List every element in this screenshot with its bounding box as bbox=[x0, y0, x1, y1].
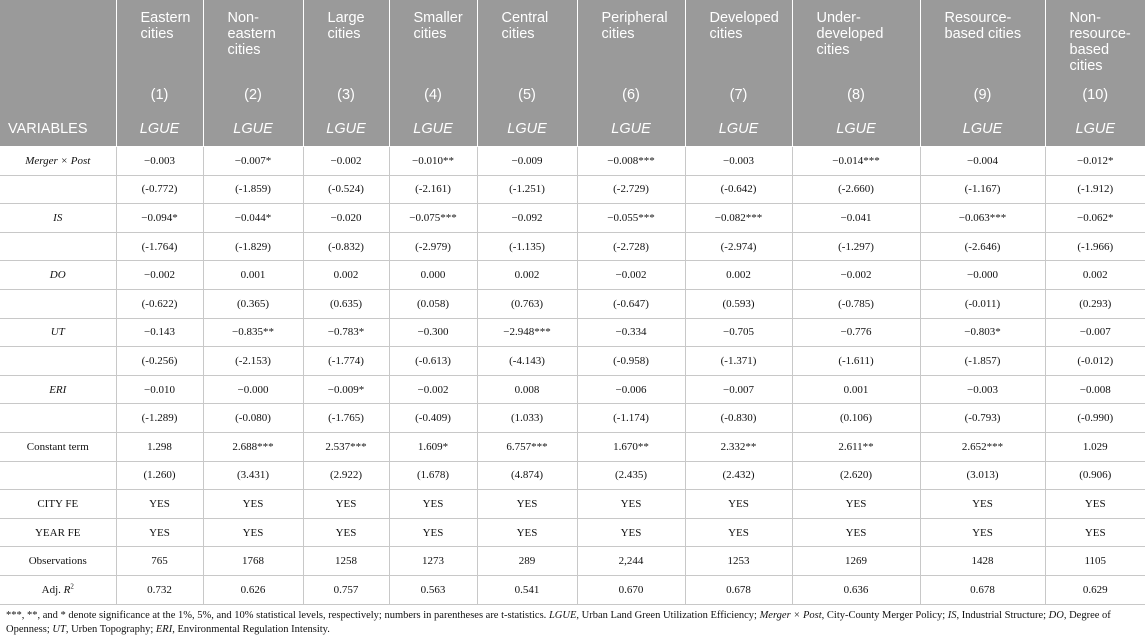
col-header: Large cities bbox=[303, 0, 389, 77]
table-cell: −0.092 bbox=[477, 204, 577, 233]
col-number: (3) bbox=[303, 77, 389, 112]
table-cell: (-0.642) bbox=[685, 175, 792, 204]
table-row bbox=[0, 232, 1145, 261]
corner-cell bbox=[0, 77, 116, 112]
footnote-definition: , Urben Topography; bbox=[65, 623, 154, 635]
header-numbers-row bbox=[0, 77, 1145, 112]
table-row bbox=[0, 461, 1145, 490]
table-cell: YES bbox=[477, 518, 577, 547]
table-cell: −0.041 bbox=[792, 204, 920, 233]
table-cell: 0.636 bbox=[792, 575, 920, 604]
col-header: Non-resource-based cities bbox=[1045, 0, 1145, 77]
table-cell: 0.541 bbox=[477, 575, 577, 604]
table-row bbox=[0, 375, 1145, 404]
table-cell: −0.055*** bbox=[577, 204, 685, 233]
row-label: UT bbox=[0, 318, 116, 347]
table-cell: (-2.153) bbox=[203, 347, 303, 376]
table-cell: (-2.161) bbox=[389, 175, 477, 204]
footnote-term: LGUE bbox=[548, 609, 577, 621]
table-cell: (-0.793) bbox=[920, 404, 1045, 433]
table-row bbox=[0, 575, 1145, 604]
table-cell: 0.002 bbox=[1045, 261, 1145, 290]
table-cell: YES bbox=[303, 490, 389, 519]
row-label bbox=[0, 404, 116, 433]
table-cell: (-2.660) bbox=[792, 175, 920, 204]
dependent-variable: LGUE bbox=[577, 112, 685, 147]
table-cell: (-2.729) bbox=[577, 175, 685, 204]
footnote-definition: , Urban Land Green Utilization Efficiency; bbox=[576, 609, 757, 621]
table-cell: YES bbox=[685, 518, 792, 547]
table-cell: (0.635) bbox=[303, 289, 389, 318]
col-number: (8) bbox=[792, 77, 920, 112]
footnote-term: UT bbox=[52, 623, 66, 635]
table-cell: 1.298 bbox=[116, 432, 203, 461]
table-cell: (-1.774) bbox=[303, 347, 389, 376]
table-cell: 0.732 bbox=[116, 575, 203, 604]
table-cell: −0.008 bbox=[1045, 375, 1145, 404]
table-cell: −0.705 bbox=[685, 318, 792, 347]
table-row bbox=[0, 432, 1145, 461]
row-label: ERI bbox=[0, 375, 116, 404]
col-number: (6) bbox=[577, 77, 685, 112]
table-cell: (-0.830) bbox=[685, 404, 792, 433]
col-number: (4) bbox=[389, 77, 477, 112]
table-row bbox=[0, 404, 1145, 433]
table-cell: (-2.728) bbox=[577, 232, 685, 261]
dependent-variable: LGUE bbox=[1045, 112, 1145, 147]
table-header bbox=[0, 0, 1145, 147]
table-cell: (0.906) bbox=[1045, 461, 1145, 490]
table-cell: (0.106) bbox=[792, 404, 920, 433]
table-cell: (1.678) bbox=[389, 461, 477, 490]
table-cell: −0.006 bbox=[577, 375, 685, 404]
table-cell: YES bbox=[389, 518, 477, 547]
table-cell: −0.008*** bbox=[577, 147, 685, 176]
table-cell: (-1.174) bbox=[577, 404, 685, 433]
table-cell: −0.009 bbox=[477, 147, 577, 176]
table-cell: 289 bbox=[477, 547, 577, 576]
table-cell: (-0.772) bbox=[116, 175, 203, 204]
table-cell: YES bbox=[577, 518, 685, 547]
table-cell: (0.058) bbox=[389, 289, 477, 318]
table-cell: YES bbox=[685, 490, 792, 519]
table-cell: −0.020 bbox=[303, 204, 389, 233]
footnote-term: ERI bbox=[155, 623, 173, 635]
dependent-variable: LGUE bbox=[477, 112, 577, 147]
table-cell: (-1.251) bbox=[477, 175, 577, 204]
table-cell: (-1.167) bbox=[920, 175, 1045, 204]
table-cell: YES bbox=[116, 518, 203, 547]
table-row bbox=[0, 318, 1145, 347]
table-cell: YES bbox=[1045, 518, 1145, 547]
table-cell: (-0.958) bbox=[577, 347, 685, 376]
table-cell: (-0.832) bbox=[303, 232, 389, 261]
col-number: (7) bbox=[685, 77, 792, 112]
row-label: Merger × Post bbox=[0, 147, 116, 176]
table-cell: (-1.966) bbox=[1045, 232, 1145, 261]
row-label bbox=[0, 461, 116, 490]
dependent-variable: LGUE bbox=[792, 112, 920, 147]
table-footnote bbox=[0, 605, 1145, 637]
row-label: IS bbox=[0, 204, 116, 233]
table-cell: −0.783* bbox=[303, 318, 389, 347]
col-header: Non-eastern cities bbox=[203, 0, 303, 77]
table-cell: YES bbox=[920, 518, 1045, 547]
col-header: Developed cities bbox=[685, 0, 792, 77]
table-cell: 2.537*** bbox=[303, 432, 389, 461]
table-row bbox=[0, 175, 1145, 204]
table-cell: 1258 bbox=[303, 547, 389, 576]
table-cell: −0.082*** bbox=[685, 204, 792, 233]
table-cell: 0.001 bbox=[203, 261, 303, 290]
table-cell: 0.678 bbox=[920, 575, 1045, 604]
table-cell: (4.874) bbox=[477, 461, 577, 490]
table-cell: 765 bbox=[116, 547, 203, 576]
footnote-significance: ***, **, and * denote significance at the 1%, 5%, and 10% statistical levels, respectively; numbers in parentheses are t-statistics. bbox=[6, 609, 547, 621]
table-row bbox=[0, 204, 1145, 233]
table-cell: −0.002 bbox=[577, 261, 685, 290]
table-row bbox=[0, 347, 1145, 376]
table-cell: 1105 bbox=[1045, 547, 1145, 576]
table-cell: (1.260) bbox=[116, 461, 203, 490]
row-label: CITY FE bbox=[0, 490, 116, 519]
table-cell: −0.835** bbox=[203, 318, 303, 347]
table-cell: −0.803* bbox=[920, 318, 1045, 347]
table-cell: −0.044* bbox=[203, 204, 303, 233]
table-cell: 0.670 bbox=[577, 575, 685, 604]
table-cell: 1269 bbox=[792, 547, 920, 576]
dependent-variable: LGUE bbox=[303, 112, 389, 147]
table-cell: (-0.647) bbox=[577, 289, 685, 318]
table-cell: (-0.011) bbox=[920, 289, 1045, 318]
table-body bbox=[0, 147, 1145, 605]
table-cell: (-0.256) bbox=[116, 347, 203, 376]
table-row bbox=[0, 518, 1145, 547]
row-label: Adj. $R^2$ bbox=[0, 575, 116, 604]
table-cell: −0.010 bbox=[116, 375, 203, 404]
footnote-definition: , Environmental Regulation Intensity. bbox=[172, 623, 330, 635]
table-cell: (-0.785) bbox=[792, 289, 920, 318]
table-cell: (-0.012) bbox=[1045, 347, 1145, 376]
table-cell: −0.003 bbox=[116, 147, 203, 176]
footnote-definition: , Industrial Structure; bbox=[956, 609, 1047, 621]
table-cell: (-0.990) bbox=[1045, 404, 1145, 433]
table-cell: −0.010** bbox=[389, 147, 477, 176]
table-cell: 0.001 bbox=[792, 375, 920, 404]
table-cell: −0.776 bbox=[792, 318, 920, 347]
table-cell: (0.763) bbox=[477, 289, 577, 318]
table-cell: (-1.764) bbox=[116, 232, 203, 261]
table-cell: −0.075*** bbox=[389, 204, 477, 233]
table-cell: (-0.409) bbox=[389, 404, 477, 433]
table-cell: (-1.135) bbox=[477, 232, 577, 261]
col-number: (2) bbox=[203, 77, 303, 112]
table-cell: YES bbox=[792, 490, 920, 519]
col-number: (10) bbox=[1045, 77, 1145, 112]
header-variables-row bbox=[0, 112, 1145, 147]
table-cell: 1.029 bbox=[1045, 432, 1145, 461]
table-cell: −0.002 bbox=[389, 375, 477, 404]
table-cell: 1273 bbox=[389, 547, 477, 576]
table-cell: −0.002 bbox=[792, 261, 920, 290]
table-cell: −0.003 bbox=[920, 375, 1045, 404]
table-cell: −0.334 bbox=[577, 318, 685, 347]
table-row bbox=[0, 547, 1145, 576]
table-row bbox=[0, 147, 1145, 176]
row-label bbox=[0, 232, 116, 261]
table-cell: −2.948*** bbox=[477, 318, 577, 347]
table-cell: 1.670** bbox=[577, 432, 685, 461]
row-label: YEAR FE bbox=[0, 518, 116, 547]
table-cell: 2,244 bbox=[577, 547, 685, 576]
table-cell: (-1.912) bbox=[1045, 175, 1145, 204]
table-cell: 0.000 bbox=[389, 261, 477, 290]
table-cell: −0.012* bbox=[1045, 147, 1145, 176]
table-cell: (0.365) bbox=[203, 289, 303, 318]
table-cell: (-1.289) bbox=[116, 404, 203, 433]
table-cell: −0.007* bbox=[203, 147, 303, 176]
table-cell: (3.013) bbox=[920, 461, 1045, 490]
table-cell: 1428 bbox=[920, 547, 1045, 576]
table-cell: −0.000 bbox=[203, 375, 303, 404]
table-cell: 0.008 bbox=[477, 375, 577, 404]
table-cell: 6.757*** bbox=[477, 432, 577, 461]
row-label: DO bbox=[0, 261, 116, 290]
table-cell: (-2.646) bbox=[920, 232, 1045, 261]
col-header: Resource-based cities bbox=[920, 0, 1045, 77]
table-cell: (-1.859) bbox=[203, 175, 303, 204]
table-cell: (2.922) bbox=[303, 461, 389, 490]
col-header: Central cities bbox=[477, 0, 577, 77]
table-cell: (1.033) bbox=[477, 404, 577, 433]
table-cell: −0.094* bbox=[116, 204, 203, 233]
table-cell: (0.293) bbox=[1045, 289, 1145, 318]
header-names-row bbox=[0, 0, 1145, 77]
table-row bbox=[0, 490, 1145, 519]
row-label: Constant term bbox=[0, 432, 116, 461]
dependent-variable: LGUE bbox=[685, 112, 792, 147]
dependent-variable: LGUE bbox=[116, 112, 203, 147]
table-cell: 2.611** bbox=[792, 432, 920, 461]
table-cell: −0.014*** bbox=[792, 147, 920, 176]
table-cell: (-2.979) bbox=[389, 232, 477, 261]
table-cell: YES bbox=[477, 490, 577, 519]
table-cell: 0.002 bbox=[685, 261, 792, 290]
table-cell: (-0.524) bbox=[303, 175, 389, 204]
table-cell: (-0.080) bbox=[203, 404, 303, 433]
col-number: (5) bbox=[477, 77, 577, 112]
footnote-term: DO bbox=[1048, 609, 1064, 621]
table-cell: −0.003 bbox=[685, 147, 792, 176]
table-cell: (-0.613) bbox=[389, 347, 477, 376]
variables-label: VARIABLES bbox=[0, 112, 116, 147]
table-cell: (-2.974) bbox=[685, 232, 792, 261]
table-cell: 2.332** bbox=[685, 432, 792, 461]
table-cell: (-1.857) bbox=[920, 347, 1045, 376]
dependent-variable: LGUE bbox=[203, 112, 303, 147]
table-cell: YES bbox=[577, 490, 685, 519]
footnote-term: IS bbox=[947, 609, 957, 621]
footnote-definition: , Degree of Openness; bbox=[6, 609, 1111, 635]
dependent-variable: LGUE bbox=[389, 112, 477, 147]
table-cell: −0.007 bbox=[685, 375, 792, 404]
table-cell: YES bbox=[920, 490, 1045, 519]
table-cell: −0.002 bbox=[303, 147, 389, 176]
table-cell: YES bbox=[116, 490, 203, 519]
col-number: (9) bbox=[920, 77, 1045, 112]
table-cell: YES bbox=[389, 490, 477, 519]
table-cell: −0.063*** bbox=[920, 204, 1045, 233]
table-cell: 0.002 bbox=[477, 261, 577, 290]
table-cell: YES bbox=[303, 518, 389, 547]
corner-cell bbox=[0, 0, 116, 77]
table-cell: 0.757 bbox=[303, 575, 389, 604]
table-cell: (2.432) bbox=[685, 461, 792, 490]
col-header: Eastern cities bbox=[116, 0, 203, 77]
dependent-variable: LGUE bbox=[920, 112, 1045, 147]
table-cell: −0.002 bbox=[116, 261, 203, 290]
table-cell: −0.000 bbox=[920, 261, 1045, 290]
table-cell: 2.688*** bbox=[203, 432, 303, 461]
table-cell: 0.002 bbox=[303, 261, 389, 290]
table-cell: 0.626 bbox=[203, 575, 303, 604]
table-cell: (2.435) bbox=[577, 461, 685, 490]
col-header: Under-developed cities bbox=[792, 0, 920, 77]
col-header: Peripheral cities bbox=[577, 0, 685, 77]
table-cell: (0.593) bbox=[685, 289, 792, 318]
table-cell: 0.678 bbox=[685, 575, 792, 604]
col-number: (1) bbox=[116, 77, 203, 112]
table-cell: 1.609* bbox=[389, 432, 477, 461]
table-cell: −0.143 bbox=[116, 318, 203, 347]
table-cell: 1253 bbox=[685, 547, 792, 576]
table-cell: −0.004 bbox=[920, 147, 1045, 176]
table-row bbox=[0, 289, 1145, 318]
row-label bbox=[0, 289, 116, 318]
table-cell: −0.300 bbox=[389, 318, 477, 347]
table-cell: 0.563 bbox=[389, 575, 477, 604]
table-cell: −0.007 bbox=[1045, 318, 1145, 347]
table-cell: (-1.829) bbox=[203, 232, 303, 261]
table-row bbox=[0, 261, 1145, 290]
table-cell: (-4.143) bbox=[477, 347, 577, 376]
table-cell: (3.431) bbox=[203, 461, 303, 490]
table-cell: YES bbox=[1045, 490, 1145, 519]
row-label: Observations bbox=[0, 547, 116, 576]
table-cell: 2.652*** bbox=[920, 432, 1045, 461]
table-cell: (-0.622) bbox=[116, 289, 203, 318]
table-cell: YES bbox=[203, 518, 303, 547]
table-cell: YES bbox=[792, 518, 920, 547]
table-cell: −0.009* bbox=[303, 375, 389, 404]
row-label bbox=[0, 347, 116, 376]
table-cell: 0.629 bbox=[1045, 575, 1145, 604]
footnote-term: Merger × Post bbox=[759, 609, 822, 621]
table-cell: (-1.611) bbox=[792, 347, 920, 376]
row-label bbox=[0, 175, 116, 204]
table-cell: YES bbox=[203, 490, 303, 519]
table-cell: (-1.371) bbox=[685, 347, 792, 376]
table-cell: 1768 bbox=[203, 547, 303, 576]
table-cell: (-1.297) bbox=[792, 232, 920, 261]
table-cell: (-1.765) bbox=[303, 404, 389, 433]
footnote-definition: , City-County Merger Policy; bbox=[821, 609, 946, 621]
table-cell: −0.062* bbox=[1045, 204, 1145, 233]
table-cell: (2.620) bbox=[792, 461, 920, 490]
col-header: Smaller cities bbox=[389, 0, 477, 77]
